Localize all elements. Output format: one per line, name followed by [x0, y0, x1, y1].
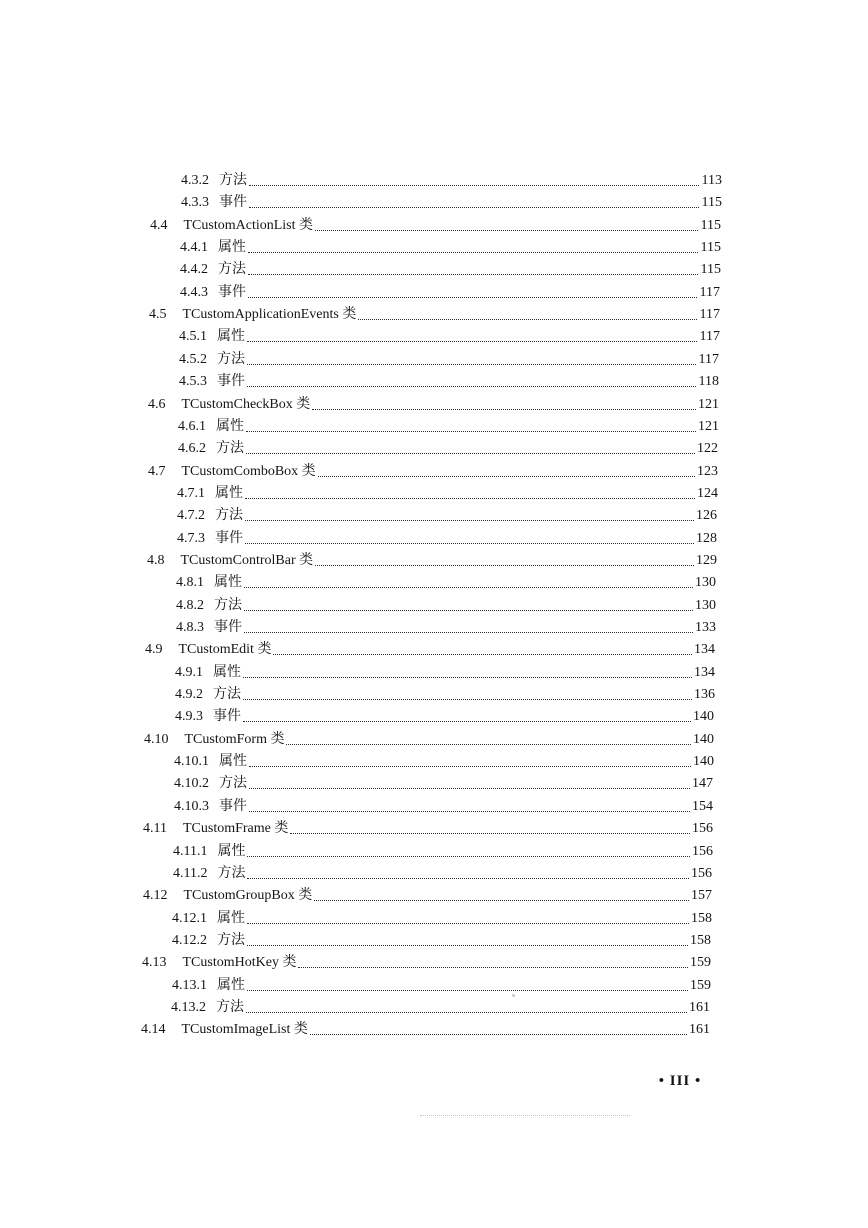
toc-dot-leader — [245, 542, 694, 544]
toc-number: 4.10 — [144, 732, 169, 747]
toc-title: 事件 — [214, 620, 242, 635]
toc-page-number: 122 — [697, 441, 718, 456]
toc-dot-leader — [247, 922, 689, 924]
toc-title: 属性 — [214, 575, 242, 590]
toc-number: 4.8.3 — [176, 620, 204, 635]
toc-title: 属性 — [217, 978, 245, 993]
toc-page-number: 156 — [691, 866, 712, 881]
scan-artifact — [420, 1113, 630, 1116]
toc-number: 4.10.1 — [174, 754, 209, 769]
toc-number: 4.9.1 — [175, 665, 203, 680]
toc-subsection-row — [179, 347, 719, 369]
toc-number: 4.4.1 — [180, 240, 208, 255]
toc-subsection-row — [173, 839, 713, 861]
toc-dot-leader — [273, 653, 692, 655]
toc-dot-leader — [243, 676, 692, 678]
toc-page-number: 121 — [698, 419, 719, 434]
toc-page-number: 154 — [692, 799, 713, 814]
toc-page-number: 134 — [694, 665, 715, 680]
toc-subsection-row — [175, 682, 715, 704]
toc-title: 属性 — [217, 844, 246, 859]
toc-dot-leader — [249, 765, 691, 767]
page-number-footer: • III • — [658, 1073, 702, 1089]
toc-title: 方法 — [217, 933, 245, 948]
toc-section-row — [143, 883, 712, 905]
toc-page-number: 123 — [697, 464, 718, 479]
toc-page-number: 118 — [698, 374, 719, 389]
toc-dot-leader — [286, 743, 691, 745]
toc-subsection-row — [180, 235, 721, 257]
toc-number: 4.9.3 — [175, 709, 203, 724]
toc-dot-leader — [246, 452, 695, 454]
toc-dot-leader — [290, 832, 690, 834]
toc-number: 4.4 — [150, 218, 168, 233]
toc-page-number: 113 — [701, 173, 722, 188]
toc-page-number: 115 — [700, 218, 721, 233]
toc-title: 方法 — [213, 687, 241, 702]
toc-dot-leader — [246, 430, 696, 432]
toc-number: 4.5.3 — [179, 374, 207, 389]
toc-title: TCustomActionList 类 — [183, 218, 313, 233]
toc-title: 事件 — [219, 799, 247, 814]
toc-title: 事件 — [213, 709, 241, 724]
toc-title: 方法 — [218, 262, 246, 277]
toc-title: 方法 — [219, 776, 247, 791]
toc-number: 4.11.2 — [173, 866, 208, 881]
toc-subsection-row — [171, 995, 710, 1017]
toc-dot-leader — [244, 609, 693, 611]
toc-subsection-row — [177, 481, 718, 503]
toc-subsection-row — [178, 436, 718, 458]
toc-number: 4.12 — [143, 888, 168, 903]
toc-number: 4.3.2 — [181, 173, 209, 188]
toc-page-number: 134 — [694, 642, 715, 657]
toc-dot-leader — [247, 363, 696, 365]
toc-number: 4.9.2 — [175, 687, 203, 702]
toc-number: 4.7 — [148, 464, 166, 479]
toc-number: 4.5 — [149, 307, 167, 322]
toc-number: 4.4.3 — [180, 285, 208, 300]
toc-subsection-row — [176, 593, 716, 615]
toc-subsection-row — [172, 928, 711, 950]
toc-page-number: 117 — [699, 329, 720, 344]
toc-page-number: 159 — [690, 955, 711, 970]
toc-number: 4.13.1 — [172, 978, 207, 993]
toc-number: 4.12.1 — [172, 911, 207, 926]
toc-page-number: 117 — [698, 352, 719, 367]
toc-title: 属性 — [217, 329, 245, 344]
toc-dot-leader — [244, 631, 693, 633]
toc-subsection-row — [180, 280, 720, 302]
scan-speck — [512, 994, 515, 997]
toc-page-number: 130 — [695, 598, 716, 613]
toc-subsection-row — [180, 257, 721, 279]
toc-page-number: 140 — [693, 754, 714, 769]
toc-section-row — [143, 816, 713, 838]
toc-title: TCustomHotKey 类 — [182, 955, 297, 970]
toc-page-number: 126 — [696, 508, 717, 523]
toc-number: 4.10.2 — [174, 776, 209, 791]
toc-section-row — [144, 727, 714, 749]
toc-dot-leader — [247, 340, 697, 342]
toc-number: 4.6.1 — [178, 419, 206, 434]
toc-page-number: 157 — [691, 888, 712, 903]
toc-dot-leader — [247, 877, 689, 879]
toc-title: 事件 — [219, 195, 247, 210]
toc-title: 属性 — [217, 911, 245, 926]
toc-page-number: 130 — [695, 575, 716, 590]
toc-title: 方法 — [217, 866, 246, 881]
toc-subsection-row — [178, 414, 719, 436]
toc-number: 4.11.1 — [173, 844, 208, 859]
toc-subsection-row — [176, 615, 716, 637]
toc-title: 属性 — [216, 419, 244, 434]
toc-title: TCustomGroupBox 类 — [183, 888, 313, 903]
toc-page-number: 115 — [700, 262, 721, 277]
toc-number: 4.5.2 — [179, 352, 207, 367]
toc-section-row — [150, 213, 721, 235]
toc-title: 事件 — [218, 285, 246, 300]
toc-dot-leader — [312, 408, 696, 410]
toc-title: TCustomImageList 类 — [181, 1022, 308, 1037]
toc-page-number: 161 — [689, 1022, 710, 1037]
toc-subsection-row — [181, 190, 722, 212]
toc-title: 事件 — [217, 374, 245, 389]
toc-dot-leader — [358, 318, 697, 320]
toc-title: TCustomFrame 类 — [182, 821, 289, 836]
toc-dot-leader — [246, 1011, 687, 1013]
toc-subsection-row — [173, 861, 712, 883]
toc-section-row — [148, 392, 719, 414]
toc-number: 4.12.2 — [172, 933, 207, 948]
toc-subsection-row — [174, 749, 714, 771]
toc-title: 属性 — [218, 240, 246, 255]
toc-section-row — [142, 950, 711, 972]
toc-section-row — [141, 1017, 710, 1039]
toc-page-number: 161 — [689, 1000, 710, 1015]
toc-subsection-row — [172, 906, 712, 928]
toc-section-row — [147, 548, 717, 570]
toc-dot-leader — [243, 720, 691, 722]
toc-title: TCustomControlBar 类 — [180, 553, 314, 568]
toc-dot-leader — [243, 698, 692, 700]
toc-subsection-row — [175, 704, 714, 726]
toc-dot-leader — [245, 519, 694, 521]
toc-dot-leader — [315, 564, 694, 566]
toc-number: 4.8.1 — [176, 575, 204, 590]
toc-page-number: 115 — [700, 240, 721, 255]
toc-dot-leader — [318, 475, 695, 477]
toc-dot-leader — [244, 586, 693, 588]
toc-dot-leader — [310, 1033, 687, 1035]
toc-page-number: 124 — [697, 486, 718, 501]
toc-page-number: 147 — [692, 776, 713, 791]
toc-dot-leader — [249, 184, 699, 186]
toc-title: 事件 — [215, 531, 243, 546]
toc-subsection-row — [177, 503, 717, 525]
toc-page-number: 158 — [691, 911, 712, 926]
toc-dot-leader — [298, 966, 688, 968]
toc-subsection-row — [179, 324, 720, 346]
toc-title: 方法 — [215, 508, 243, 523]
toc-section-row — [148, 459, 718, 481]
toc-number: 4.8.2 — [176, 598, 204, 613]
toc-number: 4.13 — [142, 955, 167, 970]
toc-page-number: 140 — [693, 732, 714, 747]
toc-dot-leader — [249, 810, 690, 812]
toc-section-row — [149, 302, 720, 324]
toc-title: TCustomApplicationEvents 类 — [182, 307, 357, 322]
toc-number: 4.6 — [148, 397, 166, 412]
toc-dot-leader — [315, 229, 698, 231]
toc-dot-leader — [249, 206, 699, 208]
toc-number: 4.9 — [145, 642, 163, 657]
toc-title: 属性 — [213, 665, 241, 680]
toc-title: 方法 — [219, 173, 247, 188]
toc-subsection-row — [179, 369, 719, 391]
toc-title: 方法 — [217, 352, 245, 367]
toc-number: 4.14 — [141, 1022, 166, 1037]
toc-subsection-row — [172, 973, 711, 995]
toc-page-number: 128 — [696, 531, 717, 546]
toc-title: 方法 — [216, 441, 244, 456]
toc-section-row — [145, 637, 715, 659]
toc-page-number: 140 — [693, 709, 714, 724]
toc-dot-leader — [245, 497, 695, 499]
toc-page-number: 156 — [692, 821, 713, 836]
toc-dot-leader — [248, 273, 698, 275]
toc-subsection-row — [174, 771, 713, 793]
toc-title: TCustomCheckBox 类 — [181, 397, 311, 412]
toc-title: 方法 — [216, 1000, 244, 1015]
toc-page-number: 117 — [699, 285, 720, 300]
toc-number: 4.7.3 — [177, 531, 205, 546]
toc-page-number: 159 — [690, 978, 711, 993]
toc-title: TCustomForm 类 — [184, 732, 285, 747]
toc-title: 属性 — [215, 486, 243, 501]
toc-title: 属性 — [219, 754, 247, 769]
toc-page-number: 136 — [694, 687, 715, 702]
toc-dot-leader — [248, 251, 698, 253]
toc-page-number: 117 — [699, 307, 720, 322]
toc-title: 方法 — [214, 598, 242, 613]
toc-number: 4.6.2 — [178, 441, 206, 456]
toc-page-number: 133 — [695, 620, 716, 635]
toc-page-number: 158 — [690, 933, 711, 948]
toc-number: 4.8 — [147, 553, 165, 568]
toc-number: 4.13.2 — [171, 1000, 206, 1015]
toc-title: TCustomEdit 类 — [178, 642, 272, 657]
toc-subsection-row — [176, 570, 716, 592]
toc-subsection-row — [181, 168, 722, 190]
toc-number: 4.10.3 — [174, 799, 209, 814]
toc-subsection-row — [177, 526, 717, 548]
toc-dot-leader — [247, 385, 696, 387]
toc-subsection-row — [174, 794, 713, 816]
toc-page-number: 115 — [701, 195, 722, 210]
toc-title: TCustomComboBox 类 — [181, 464, 316, 479]
toc-subsection-row — [175, 660, 715, 682]
toc-dot-leader — [247, 989, 688, 991]
toc-page-number: 121 — [698, 397, 719, 412]
toc-number: 4.7.1 — [177, 486, 205, 501]
toc-dot-leader — [247, 944, 688, 946]
toc-number: 4.4.2 — [180, 262, 208, 277]
toc-number: 4.11 — [143, 821, 167, 836]
toc-page-number: 156 — [692, 844, 713, 859]
toc-number: 4.5.1 — [179, 329, 207, 344]
toc-dot-leader — [314, 899, 689, 901]
toc-number: 4.7.2 — [177, 508, 205, 523]
toc-dot-leader — [248, 296, 697, 298]
toc-number: 4.3.3 — [181, 195, 209, 210]
toc-page-number: 129 — [696, 553, 717, 568]
toc-dot-leader — [247, 855, 690, 857]
toc-dot-leader — [249, 787, 690, 789]
